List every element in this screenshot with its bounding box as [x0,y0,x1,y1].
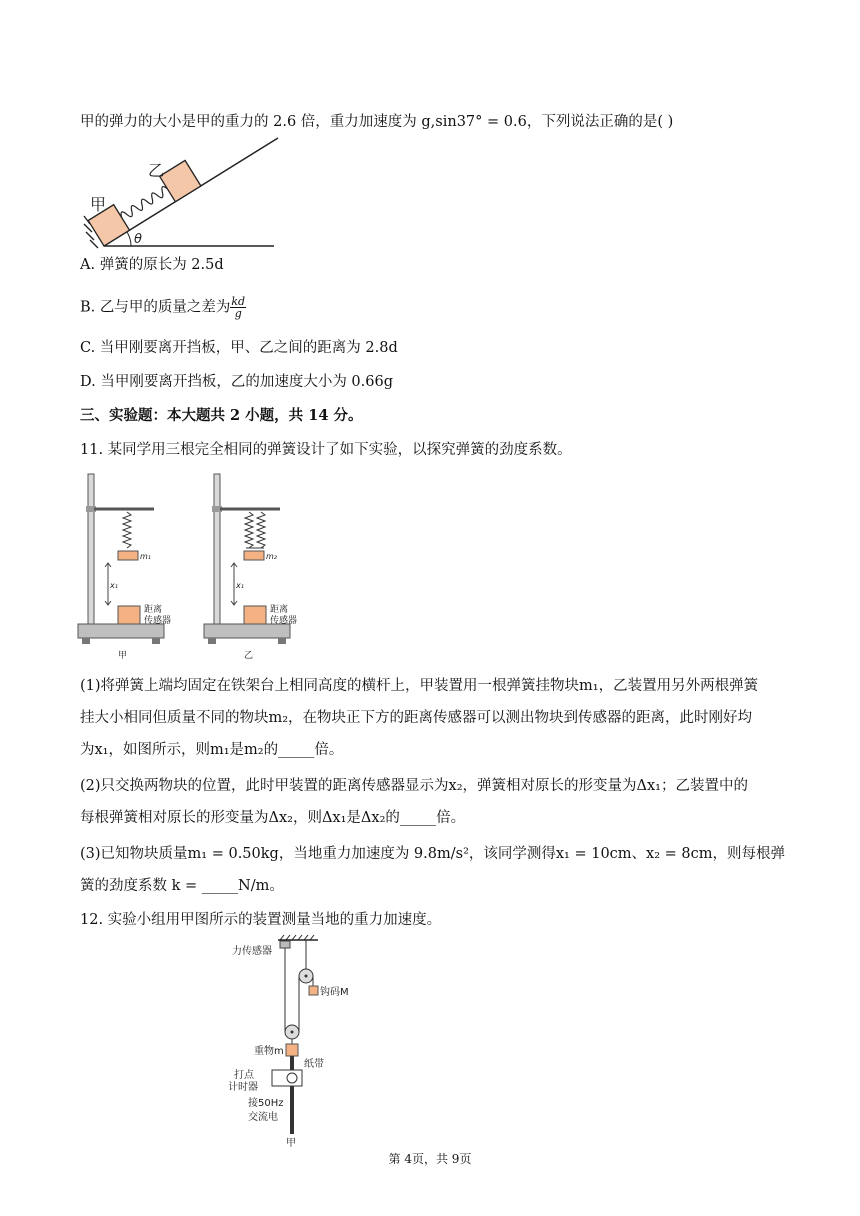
q10-option-d: D. 当甲刚要离开挡板，乙的加速度大小为 0.66g [80,374,394,390]
sensor-left-label-2: 传感器 [144,616,172,626]
q11-part2-line2: 每根弹簧相对原长的形变量为Δx₂，则Δx₁是Δx₂的_____倍。 [80,810,466,826]
power-label-2: 交流电 [248,1112,278,1123]
q10-option-c: C. 当甲刚要离开挡板，甲、乙之间的距离为 2.8d [80,340,398,356]
caption-right: 乙 [244,651,254,661]
block-a-label: 甲 [90,195,107,214]
q11-part3-line1: (3)已知物块质量m₁ = 0.50kg，当地重力加速度为 9.8m/s²，该同学测得x₁ = 10cm、x₂ = 8cm，则每根弹 [80,846,786,862]
block-b [160,160,201,201]
heavy-object [286,1044,298,1056]
hook-weight [309,986,318,995]
q10-option-b-text: B. 乙与甲的质量之差为 [80,299,231,316]
q11-stem: 11. 某同学用三根完全相同的弹簧设计了如下实验，以探究弹簧的劲度系数。 [80,442,572,458]
distance-left-label: x₁ [110,581,118,590]
incline-figure [76,136,286,250]
sensor-left-label-1: 距离 [144,605,163,615]
force-sensor [280,941,290,948]
mass-left-label: m₁ [140,552,151,561]
force-sensor-label: 力传感器 [232,946,272,957]
timer-label-2: 计时器 [228,1082,258,1093]
distance-right-label: x₁ [236,581,244,590]
sensor-right-label-2: 传感器 [270,616,298,626]
q11-part1-line1: (1)将弹簧上端均固定在铁架台上相同高度的横杆上，甲装置用一根弹簧挂物块m₁，乙装置用另外两根弹簧 [80,678,759,694]
pulley-figure [220,934,380,1148]
page-footer: 第 4页，共 9页 [388,1152,472,1166]
q11-part1-line3: 为x₁，如图所示，则m₁是m₂的_____倍。 [80,742,344,758]
timer-label-1: 打点 [234,1070,254,1081]
heavy-object-label: 重物m [254,1046,284,1057]
block-b-label: 乙 [148,161,165,180]
angle-label: θ [134,232,142,247]
paper-tape [290,1056,294,1134]
q12-stem: 12. 实验小组用甲图所示的装置测量当地的重力加速度。 [80,912,442,928]
power-label-1: 接50Hz [248,1098,284,1109]
q10-option-a: A. 弹簧的原长为 2.5d [80,257,224,273]
fraction-numerator: kd [231,295,246,308]
hook-weight-label: 钩码M [320,987,349,998]
figure-caption: 甲 [286,1138,296,1148]
spring-stands-figure [74,470,314,662]
q10-stem: 甲的弹力的大小是甲的重力的 2.6 倍，重力加速度为 g,sin37° = 0.6，下列说法正确的是( ) [80,114,674,130]
stand-left [78,474,171,661]
q11-part1-line2: 挂大小相同但质量不同的物块m₂，在物块正下方的距离传感器可以测出物块到传感器的距离，此时刚好均 [80,710,753,726]
section-heading: 三、实验题：本大题共 2 小题，共 14 分。 [80,407,363,424]
caption-left: 甲 [118,651,128,661]
q11-part2-line1: (2)只交换两物块的位置，此时甲装置的距离传感器显示为x₂，弹簧相对原长的形变量为Δx₁；乙装置中的 [80,778,748,794]
q10-option-b [80,296,246,319]
fraction [230,296,246,319]
tape-label: 纸带 [304,1059,324,1070]
q11-part3-line2: 簧的劲度系数 k = _____N/m。 [80,878,284,894]
sensor-right-label-1: 距离 [270,605,289,615]
fraction-denominator: g [234,307,242,320]
spring [119,185,170,221]
stand-right [204,474,297,661]
mass-right-label: m₂ [266,552,277,561]
